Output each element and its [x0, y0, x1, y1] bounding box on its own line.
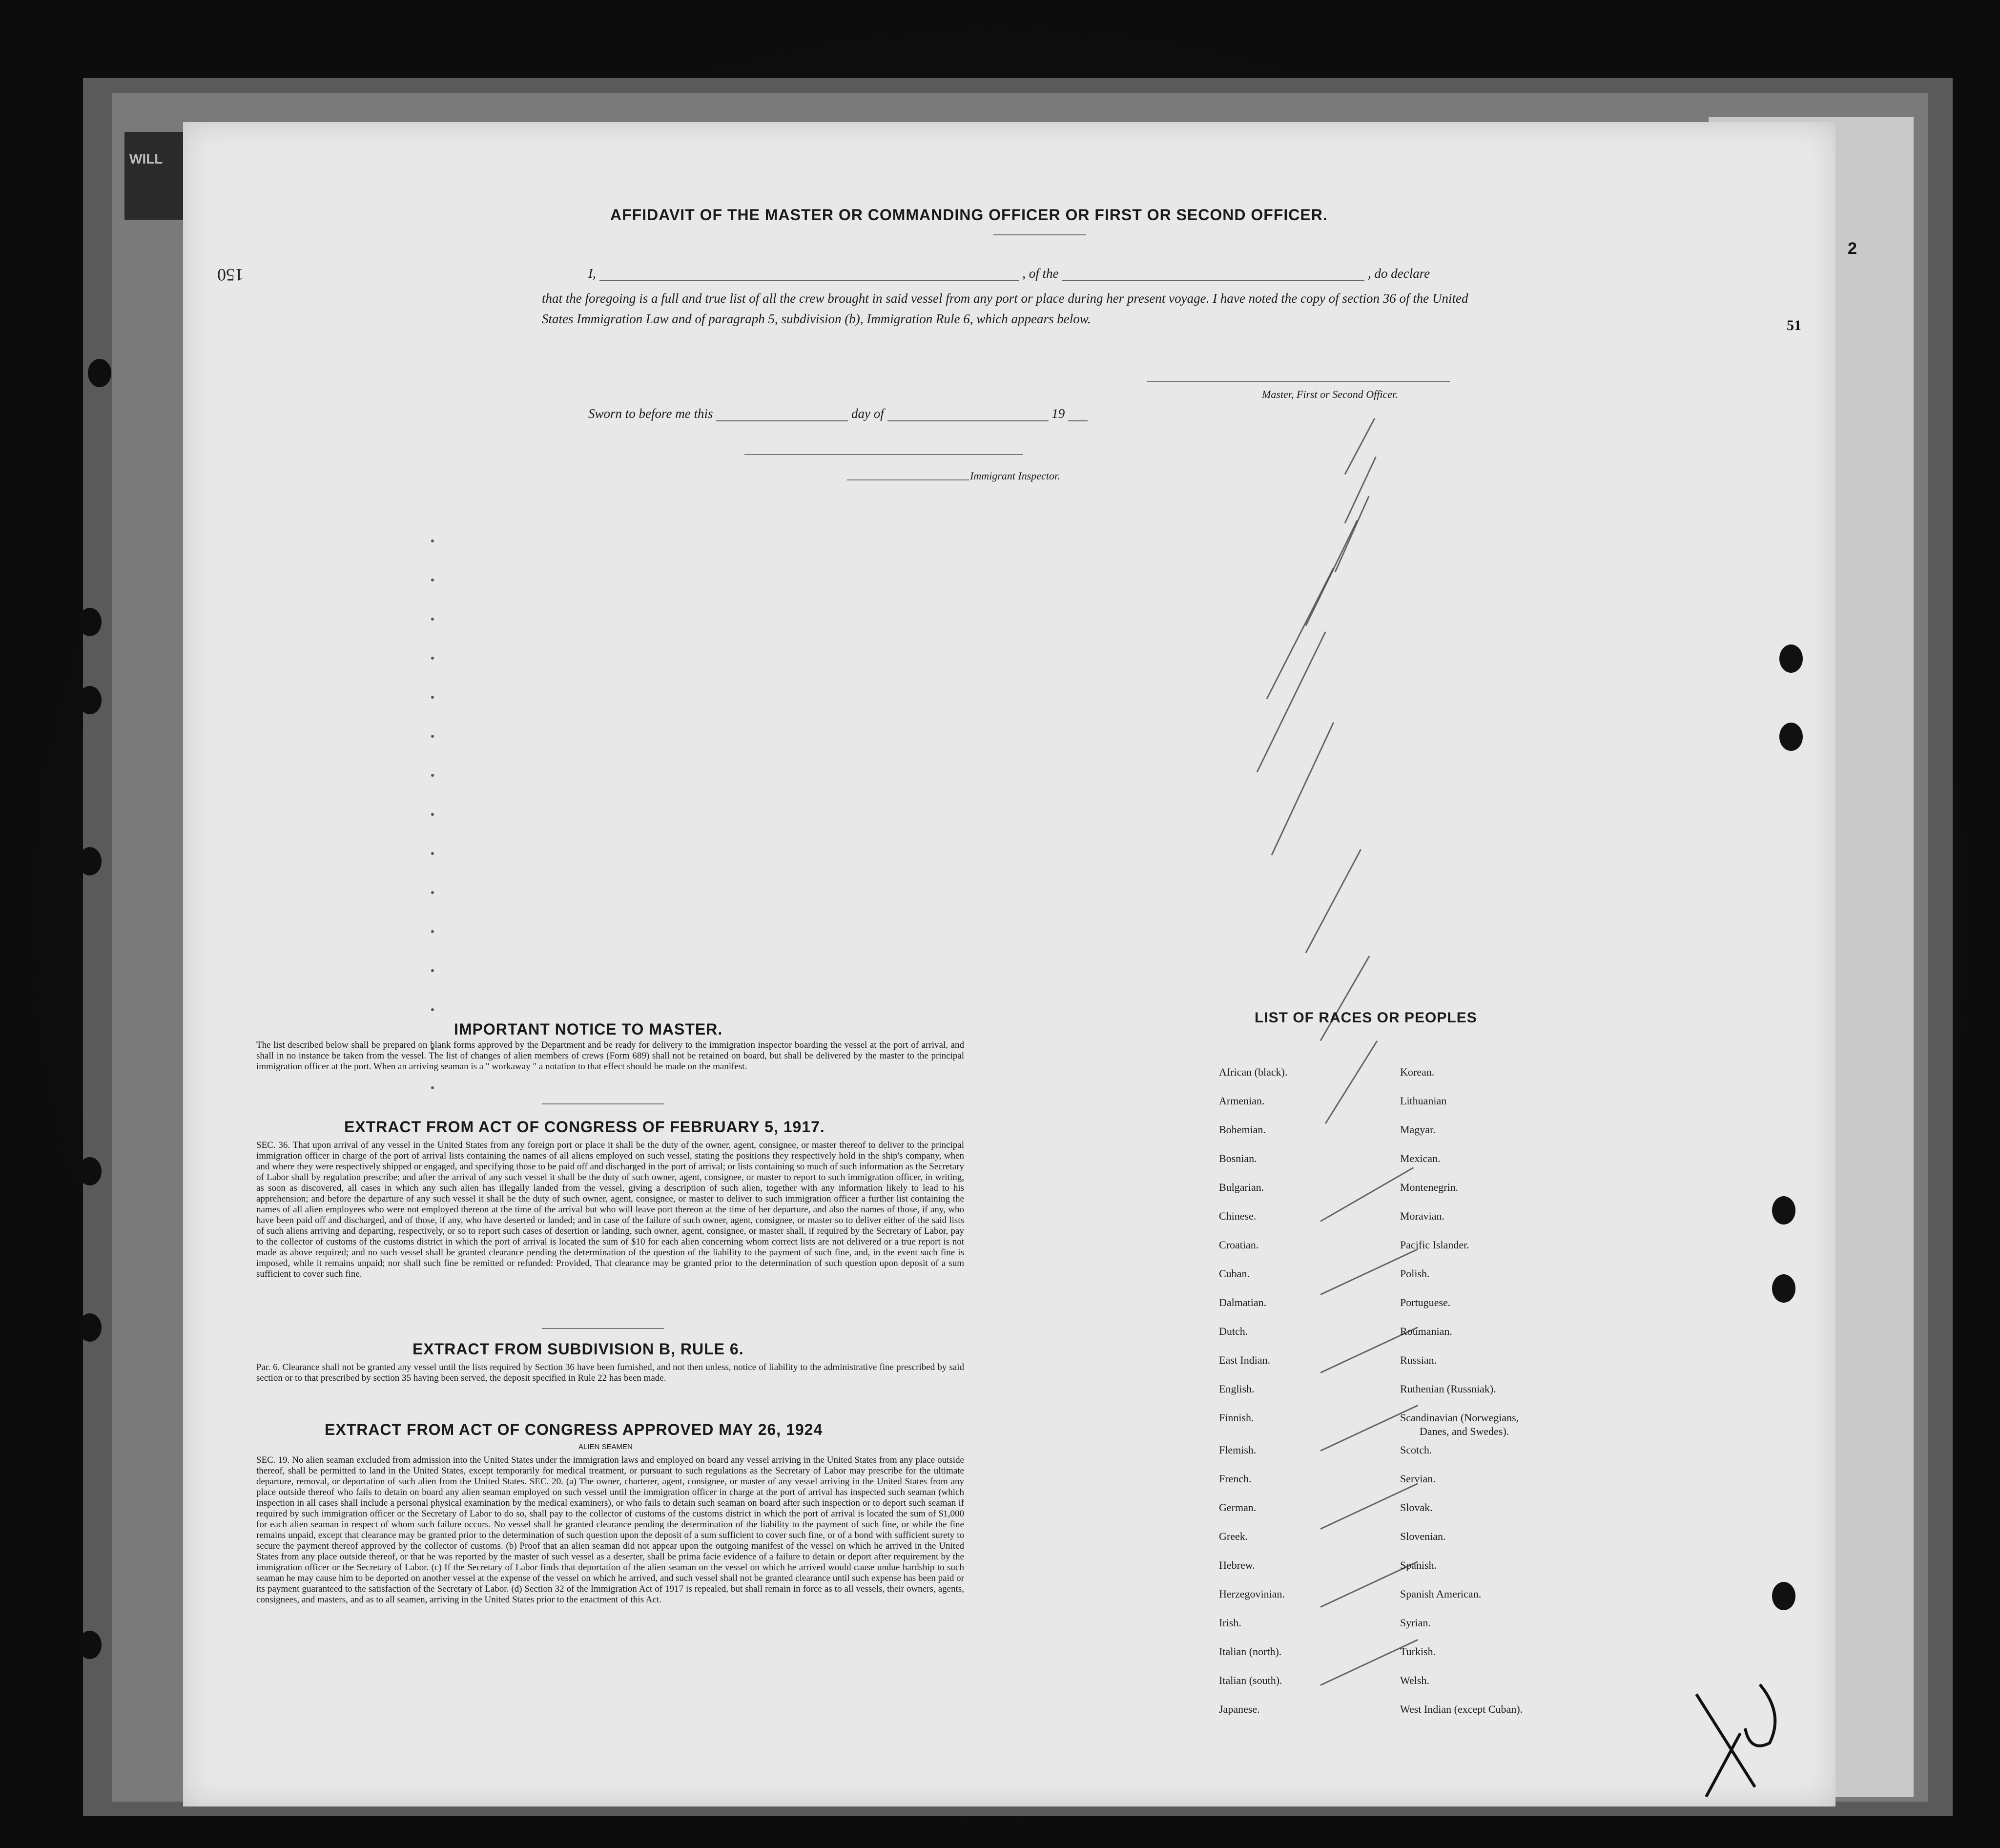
punch-hole — [1779, 723, 1803, 751]
race-item: Bulgarian. — [1219, 1181, 1264, 1193]
year-label: 19 — [1052, 406, 1065, 421]
punch-hole — [78, 1631, 102, 1659]
race-item: French. — [1219, 1473, 1252, 1485]
month-blank — [887, 420, 1049, 421]
race-item: Korean. — [1400, 1066, 1435, 1078]
punch-hole — [78, 1313, 102, 1342]
dot — [431, 813, 434, 816]
race-item: Slovak. — [1400, 1501, 1433, 1514]
pen-stroke — [1305, 849, 1361, 953]
extract-rule6-body: Par. 6. Clearance shall not be granted any vessel until the lists required by Section 36 have been furnished, and not then unless, notice of liability to the administrative fine prescribed by said section or to that prescribed by section 35 having been served, the deposit specified in Rule 22 has been made. — [256, 1362, 964, 1383]
race-item: African (black). — [1219, 1066, 1288, 1078]
dot — [431, 969, 434, 972]
master-signature-line — [1147, 381, 1450, 382]
margin-number-right: 51 — [1787, 317, 1801, 333]
dot — [431, 657, 434, 660]
notice-body: The list described below shall be prepared on blank forms approved by the Department and be ready for delivery to the immigration inspector boarding the vessel at the port of arrival, and shall in no instance be taken from the vessel. The list of changes of alien members of crews (Form 689) shall not be retained on board, but shall be delivered by the master to the principal immigration officer at the port. When an arriving seaman is a " workaway " a notation to that effect should be made on the manifest. — [256, 1040, 964, 1072]
race-item: Italian (north). — [1219, 1645, 1282, 1658]
races-title: LIST OF RACES OR PEOPLES — [1255, 1010, 1477, 1026]
dot — [431, 735, 434, 738]
punch-hole — [1772, 1196, 1795, 1225]
punch-hole — [78, 608, 102, 636]
dot — [431, 540, 434, 542]
year-blank — [1068, 420, 1088, 421]
margin-number-left: 150 — [217, 265, 244, 285]
punch-hole — [88, 359, 111, 387]
declare-i: I, — [588, 266, 596, 281]
punch-hole — [78, 847, 102, 875]
punch-hole — [1779, 644, 1803, 673]
pen-stroke — [1257, 631, 1326, 772]
dot — [431, 696, 434, 699]
race-item: Armenian. — [1219, 1095, 1265, 1107]
race-item: Bosnian. — [1219, 1152, 1257, 1164]
race-item: Finnish. — [1219, 1412, 1254, 1424]
declare-end: , do declare — [1368, 266, 1430, 281]
race-item: East Indian. — [1219, 1354, 1271, 1366]
extract-1917-body: SEC. 36. That upon arrival of any vessel in the United States from any foreign port or place it shall be the duty of the owner, agent, consignee, or master thereof to deliver to the principal immigration officer in charge of the port of arrival lists containing the names of all aliens employed on such vessel, stating the positions they respectively hold in the ship's company, when and where they were respectively shipped or engaged, and specifying those to be paid off and discharged in the port of arrival; or lists containing so much of such information as the Secretary of Labor shall by regulation prescribe; and after the arrival of any such vessel it shall be the duty of such owner, agent, consignee, or master to report to such immigration officer, in writing, as soon as discovered, all cases in which any such alien has illegally landed from the vessel, giving a description of such alien, together with any information likely to lead to his apprehension; and before the departure of any such vessel it shall be the duty of such owner, agent, consignee, or master to deliver to such immigration officer a further list containing the names of all alien employees who were not employed thereon at the time of the arrival but who will leave port thereon at the time of her departure, and also the names of those, if any, who have been paid off and discharged, and of those, if any, who have deserted or landed; and in case of the failure of such owner, agent, consignee, or master so to deliver either of the said lists of such aliens arriving and departing, respectively, or so to report such cases of desertion or landing, such owner, agent, consignee, or master shall, if required by the Secretary of Labor, pay to the collector of customs of the customs district in which the port of arrival is located the sum of $10 for each alien concerning whom correct lists are not delivered or a true report is not made as above required; and no such vessel shall be granted clearance pending the determination of the question of the liability to the payment of such fine, and, in the event such fine is imposed, while it remains unpaid; nor shall such fine be remitted or refunded: Provided, That clearance may be granted prior to the determination of such question upon deposit of a sum sufficient to cover such fine. — [256, 1140, 964, 1279]
race-item: Herzegovinian. — [1219, 1588, 1285, 1600]
pen-stroke — [1271, 722, 1335, 855]
margin-number-right-top: 2 — [1848, 239, 1857, 258]
race-item: Ruthenian (Russniak). — [1400, 1383, 1496, 1395]
declaration-line — [588, 266, 1430, 281]
race-item: Scandinavian (Norwegians, — [1400, 1412, 1519, 1424]
extract-1924-subtitle: ALIEN SEAMEN — [578, 1443, 633, 1451]
race-item: Dalmatian. — [1219, 1296, 1267, 1308]
day-blank — [716, 420, 848, 421]
extract-1917-title: EXTRACT FROM ACT OF CONGRESS OF FEBRUARY 5, 1917. — [344, 1118, 825, 1136]
punch-hole — [78, 686, 102, 714]
affidavit-title: AFFIDAVIT OF THE MASTER OR COMMANDING OFFICER OR FIRST OR SECOND OFFICER. — [610, 206, 1328, 224]
vessel-blank — [1062, 280, 1364, 281]
race-item: Servian. — [1400, 1473, 1436, 1485]
race-item: Portuguese. — [1400, 1296, 1451, 1308]
dot — [431, 1086, 434, 1089]
race-item: Welsh. — [1400, 1674, 1429, 1686]
extract-1924-title: EXTRACT FROM ACT OF CONGRESS APPROVED MAY 26, 1924 — [325, 1421, 823, 1438]
dot — [431, 891, 434, 894]
race-item: Flemish. — [1219, 1444, 1257, 1456]
inspector-sign-line — [744, 454, 1023, 455]
dot — [431, 852, 434, 855]
handwritten-mark — [1687, 1675, 1794, 1802]
race-item: Montenegrin. — [1400, 1181, 1459, 1193]
race-item: Scotch. — [1400, 1444, 1432, 1456]
race-item: Greek. — [1219, 1530, 1248, 1542]
document-page — [183, 122, 1835, 1806]
pen-stroke — [1325, 1040, 1378, 1124]
dot — [431, 579, 434, 581]
race-item: Cuban. — [1219, 1267, 1250, 1280]
race-item: Mexican. — [1400, 1152, 1441, 1164]
race-item: Chinese. — [1219, 1210, 1257, 1222]
race-item: Magyar. — [1400, 1123, 1436, 1136]
dot — [431, 1008, 434, 1011]
punch-hole — [1772, 1582, 1795, 1610]
race-item: Syrian. — [1400, 1617, 1431, 1629]
race-item: Bohemian. — [1219, 1123, 1266, 1136]
race-item: Japanese. — [1219, 1703, 1260, 1715]
race-item: Hebrew. — [1219, 1559, 1255, 1571]
dot — [431, 774, 434, 777]
race-item: Slovenian. — [1400, 1530, 1446, 1542]
declare-of-the: , of the — [1022, 266, 1059, 281]
master-caption: Master, First or Second Officer. — [1262, 388, 1398, 400]
dot — [431, 618, 434, 621]
affidavit-body: that the foregoing is a full and true list of all the crew brought in said vessel from any port or place during her present voyage. I have noted the copy of section 36 of the United States Immigration Law and of paragraph 5, subdivision (b), Immigration Rule 6, which appears below. — [542, 291, 1468, 326]
race-item: Roumanian. — [1400, 1325, 1452, 1337]
inspector-line — [847, 479, 969, 480]
sworn-label: Sworn to before me this — [588, 406, 713, 421]
race-item: Spanish American. — [1400, 1588, 1482, 1600]
race-item: Irish. — [1219, 1617, 1241, 1629]
extract-1924-body: SEC. 19. No alien seaman excluded from admission into the United States under the immigration laws and employed on board any vessel arriving in the United States from any place outside thereof, shall be permitted to land in the United States, except temporarily for medical treatment, or pursuant to such regulations as the Secretary of Labor may prescribe for the ultimate departure, removal, or deportation of such alien from the United States. SEC. 20. (a) The owner, charterer, agent, consignee, or master of any vessel arriving in the United States from any place outside thereof who fails to detain on board any alien seaman employed on such vessel until the immigration officer in charge at the port of arrival has inspected such seaman (which inspection in all cases shall include a personal physical examination by the medical examiners), or who fails to detain such seaman on board after such inspection or to deport such seaman if required by such immigration officer or the Secretary of Labor to do so, shall pay to the collector of customs of the customs district in which the port of arrival is located the sum of $1,000 for each alien seaman in respect of whom such failure occurs. No vessel shall be granted clearance pending the determination of the liability to the payment of such fine, or while the fine remains unpaid, except that clearance may be granted prior to the determination of such question upon the deposit of a sum sufficient to cover such fine, or of a bond with sufficient surety to secure the payment thereof approved by the collector of customs. (b) Proof that an alien seaman did not appear upon the outgoing manifest of the vessel on which he arrived in the United States from any place outside thereof, or that he was reported by the master of such vessel as a deserter, shall be prima facie evidence of a failure to detain or deport after requirement by the immigration officer or the Secretary of Labor. (c) If the Secretary of Labor finds that deportation of the alien seaman on the vessel on which he arrived would cause undue hardship to such seaman he may cause him to be deported on another vessel at the expense of the vessel on which he arrived, and such vessel shall not be granted clearance until such expense has been paid or its payment guaranteed to the satisfaction of the Secretary of Labor. (d) Section 32 of the Immigration Act of 1917 is repealed, but shall remain in force as to all vessels, their owners, agents, consignees, and masters, and as to all seamen, arriving in the United States prior to the enactment of this Act. — [256, 1455, 964, 1605]
race-item: Russian. — [1400, 1354, 1437, 1366]
race-item: Pacific Islander. — [1400, 1239, 1469, 1251]
race-item: English. — [1219, 1383, 1255, 1395]
race-item: Moravian. — [1400, 1210, 1445, 1222]
name-blank — [599, 280, 1019, 281]
section-rule — [542, 1328, 664, 1329]
race-item-continued: Danes, and Swedes). — [1420, 1425, 1509, 1437]
punch-hole — [1772, 1274, 1795, 1303]
left-stamp: WILL — [124, 132, 193, 220]
day-of-label: day of — [851, 406, 884, 421]
sworn-line — [588, 406, 1088, 421]
extract-rule6-title: EXTRACT FROM SUBDIVISION B, RULE 6. — [412, 1340, 744, 1358]
notice-title: IMPORTANT NOTICE TO MASTER. — [454, 1020, 723, 1038]
race-item: Dutch. — [1219, 1325, 1248, 1337]
punch-hole — [78, 1157, 102, 1185]
race-item: German. — [1219, 1501, 1257, 1514]
race-item: Croatian. — [1219, 1239, 1259, 1251]
section-rule — [542, 1103, 664, 1104]
race-item: Italian (south). — [1219, 1674, 1282, 1686]
race-item: West Indian (except Cuban). — [1400, 1703, 1523, 1715]
race-item: Lithuanian — [1400, 1095, 1447, 1107]
race-item: Polish. — [1400, 1267, 1430, 1280]
dot — [431, 930, 434, 933]
pen-stroke — [1320, 956, 1370, 1041]
title-rule — [993, 234, 1086, 235]
inspector-caption: Immigrant Inspector. — [970, 470, 1060, 482]
race-item: Spanish. — [1400, 1559, 1437, 1571]
race-item: Turkish. — [1400, 1645, 1436, 1658]
